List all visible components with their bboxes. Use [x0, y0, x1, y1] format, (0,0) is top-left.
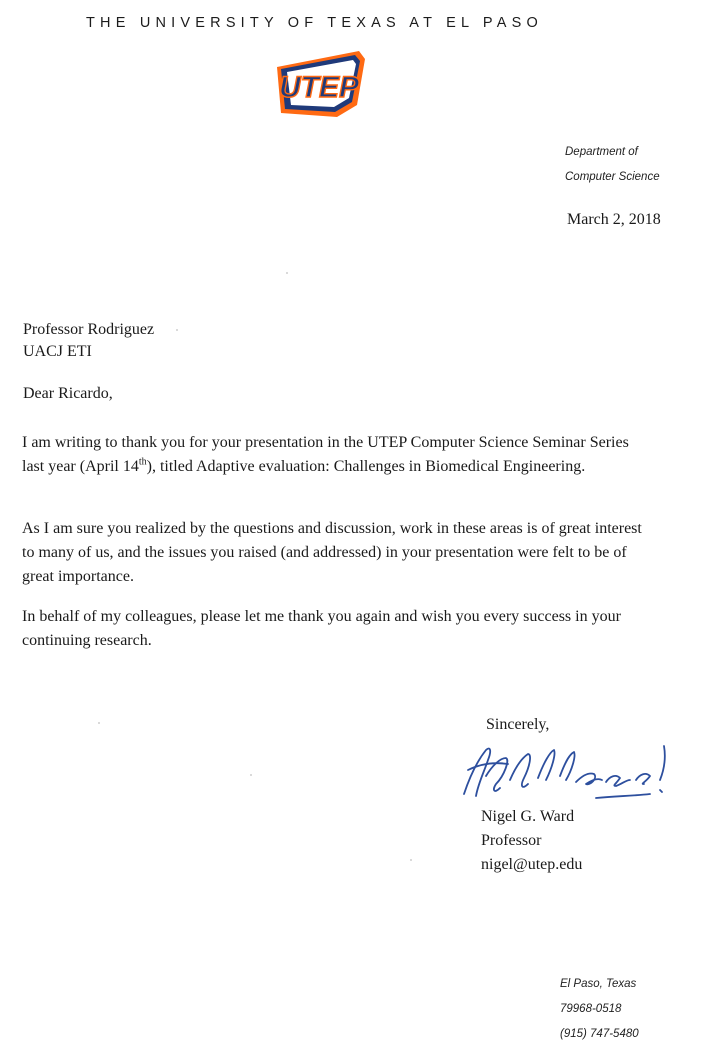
address-zip: 79968-0518 — [560, 1003, 622, 1015]
scan-speck — [176, 329, 178, 331]
p1-superscript: th — [138, 456, 147, 468]
signer-name: Nigel G. Ward — [481, 808, 575, 825]
signature-block — [481, 805, 582, 877]
address-phone: (915) 747-5480 — [560, 1028, 639, 1040]
p1-text-b: ), titled Adaptive evaluation: Challenges in Biomedical Engineering. — [146, 458, 586, 475]
signer-title: Professor — [481, 832, 542, 849]
recipient-block — [23, 319, 154, 363]
department-block — [565, 140, 660, 190]
closing: Sincerely, — [486, 716, 550, 733]
logo-text: UTEP — [278, 71, 360, 104]
scan-speck — [250, 774, 252, 776]
scan-speck — [410, 859, 412, 861]
letter-date: March 2, 2018 — [567, 211, 661, 228]
signer-email: nigel@utep.edu — [481, 856, 583, 873]
p1-text-a: I am writing to thank you for your presentation in the UTEP Computer Science Seminar Series last year (April 14 — [22, 434, 629, 475]
handwritten-signature — [456, 736, 686, 808]
body-paragraph-3: In behalf of my colleagues, please let me thank you again and wish you every success in your continuing research. — [22, 608, 621, 649]
recipient-name: Professor Rodriguez — [23, 321, 155, 338]
address-block — [560, 972, 639, 1047]
body-paragraph-1 — [22, 431, 647, 479]
body-paragraph-2: As I am sure you realized by the questions and discussion, work in these areas is of great interest to many of us, and the issues you raised (and addressed) in your presentation were felt to be of great importance. — [22, 520, 642, 585]
department-line1: Department of — [565, 146, 638, 158]
address-city: El Paso, Texas — [560, 978, 637, 990]
scan-speck — [286, 272, 288, 274]
recipient-org: UACJ ETI — [23, 343, 92, 360]
utep-logo — [267, 45, 371, 123]
university-name: THE UNIVERSITY OF TEXAS AT EL PASO — [86, 15, 543, 31]
scan-speck — [98, 722, 100, 724]
salutation: Dear Ricardo, — [23, 385, 113, 402]
department-line2: Computer Science — [565, 171, 660, 183]
